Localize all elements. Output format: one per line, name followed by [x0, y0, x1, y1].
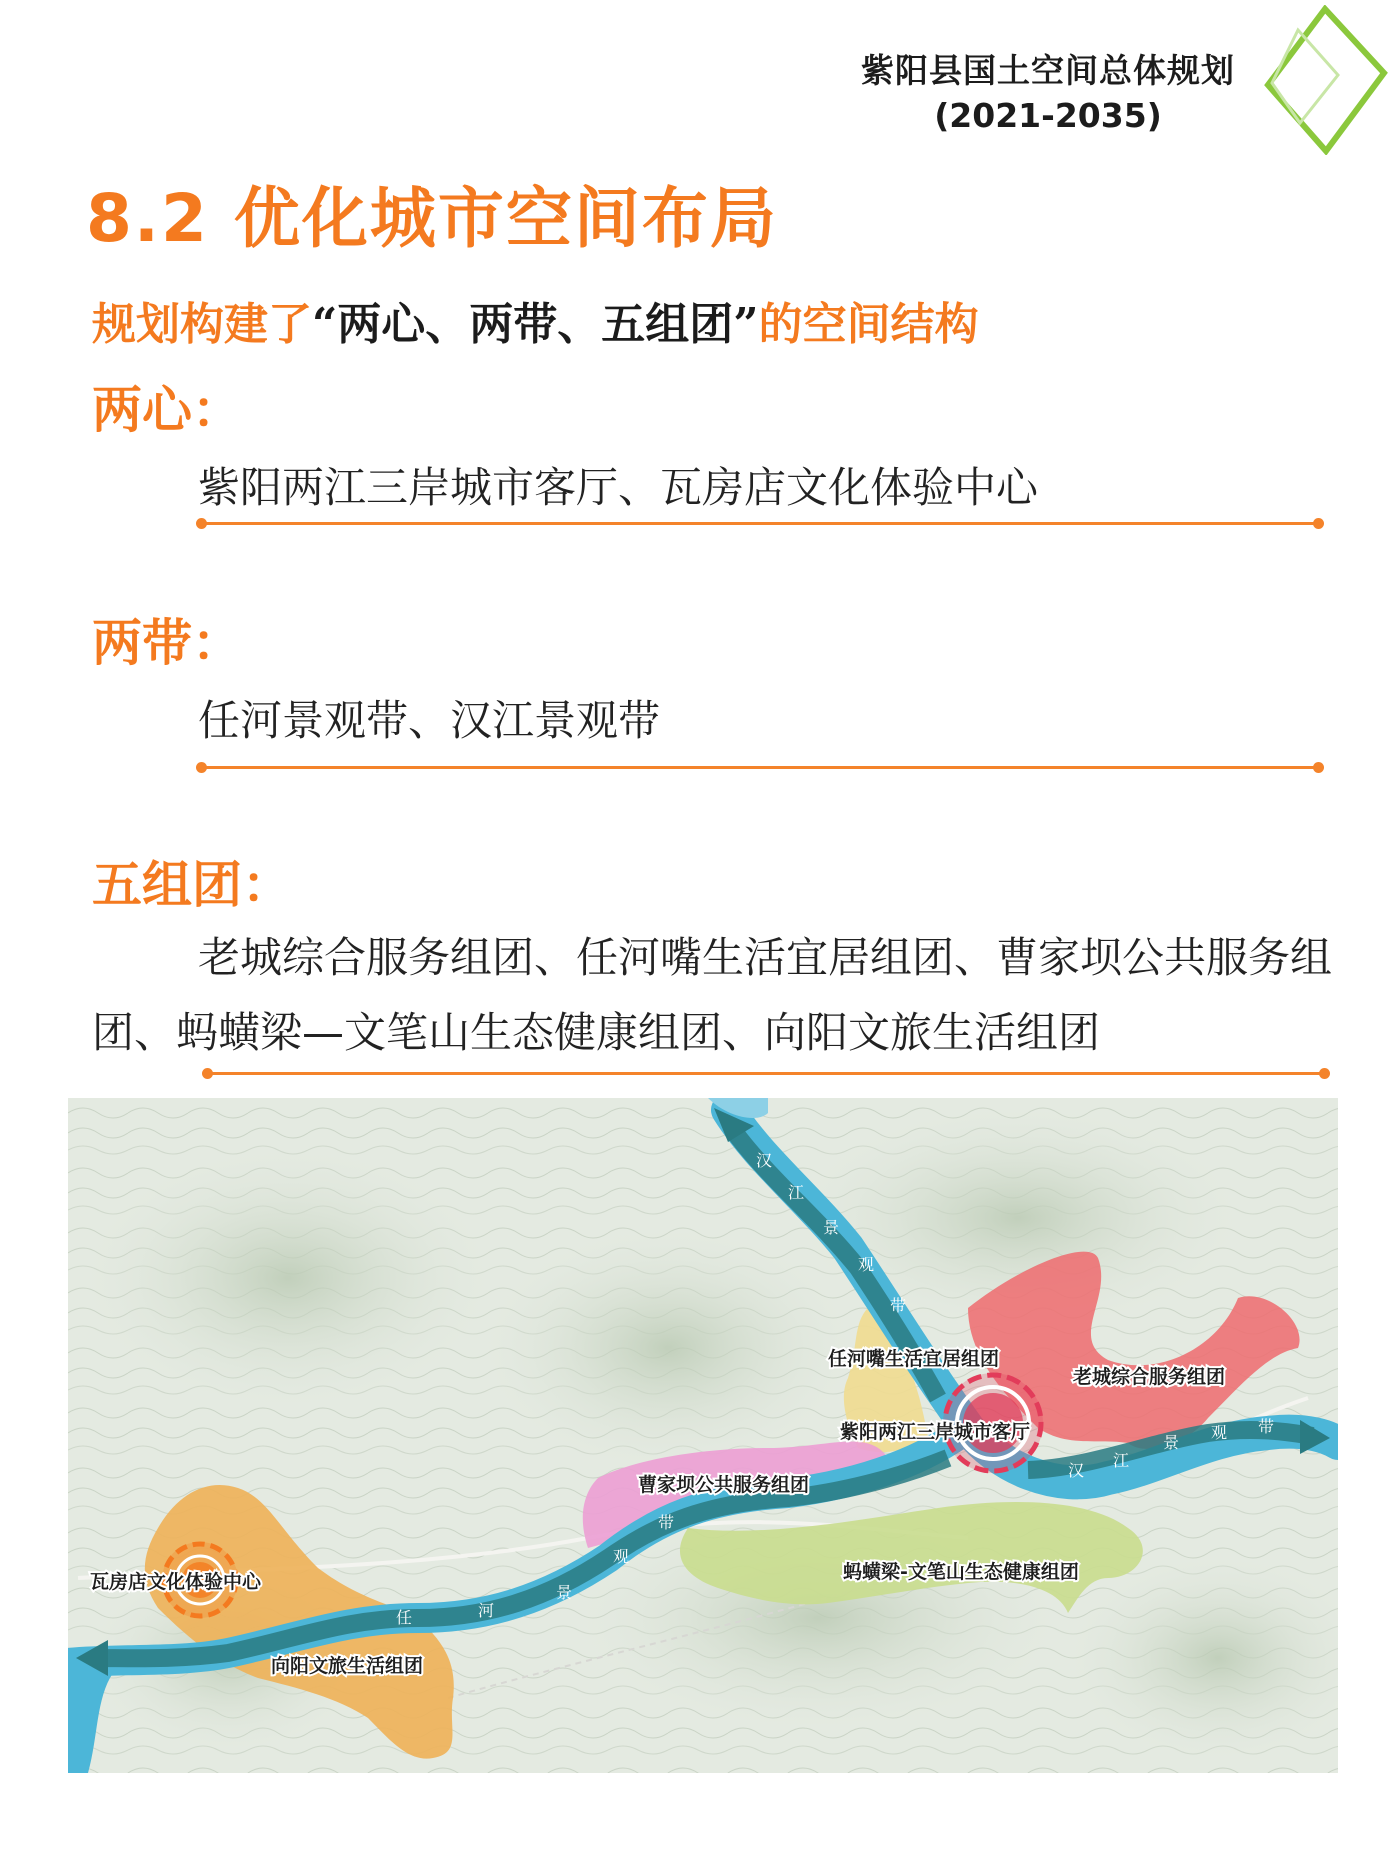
text-five-clusters: 老城综合服务组团、任河嘴生活宜居组团、曹家坝公共服务组团、蚂蟥梁—文笔山生态健康组团、向阳文旅生活组团 [92, 933, 1333, 1057]
label-xiangyang-cluster: 向阳文旅生活组团 [271, 1655, 424, 1677]
heading-two-centers: 两心： [92, 381, 242, 439]
label-city-living-room: 紫阳两江三岸城市客厅 [840, 1421, 1031, 1443]
belt-label-char: 任 [396, 1608, 413, 1627]
heading-two-belts: 两带： [92, 614, 242, 672]
subtitle-prefix: 规划构建了 [92, 299, 312, 350]
divider-line [200, 766, 1320, 769]
divider-line [206, 1072, 1326, 1075]
belt-label-char: 带 [1258, 1417, 1275, 1436]
document-title-line2: (2021-2035) [934, 96, 1162, 135]
belt-label-char: 观 [858, 1255, 875, 1274]
belt-label-char: 带 [658, 1513, 675, 1532]
belt-label-char: 汉 [756, 1151, 773, 1170]
section-title: 8.2 优化城市空间布局 [86, 180, 778, 257]
label-old-town-cluster: 老城综合服务组团 [1073, 1366, 1226, 1388]
divider-line [200, 522, 1320, 525]
subtitle-suffix: 的空间结构 [758, 299, 979, 350]
document-title [861, 45, 1235, 135]
spatial-structure-map [68, 1098, 1338, 1773]
belt-label-char: 河 [478, 1601, 495, 1620]
belt-label-char: 观 [613, 1547, 630, 1566]
belt-label-char: 观 [1211, 1423, 1228, 1442]
belt-label-char: 景 [823, 1218, 840, 1237]
decorative-diamond-icon [1250, 5, 1390, 155]
label-caojiaba-cluster: 曹家坝公共服务组团 [638, 1474, 810, 1496]
belt-label-char: 景 [556, 1583, 573, 1602]
belt-label-char: 汉 [1068, 1461, 1085, 1480]
label-renhezui-cluster: 任河嘴生活宜居组团 [828, 1348, 1000, 1370]
belt-label-char: 带 [890, 1296, 907, 1315]
text-two-centers: 紫阳两江三岸城市客厅、瓦房店文化体验中心 [198, 463, 1039, 512]
subtitle-quote: “两心、两带、五组团” [312, 299, 759, 350]
heading-five-clusters: 五组团： [92, 856, 292, 914]
label-wafangdian-center: 瓦房店文化体验中心 [90, 1571, 262, 1593]
belt-label-char: 景 [1163, 1433, 1180, 1452]
label-mahuangliang-cluster: 蚂蟥梁-文笔山生态健康组团 [843, 1561, 1079, 1583]
text-two-belts: 任河景观带、汉江景观带 [198, 696, 661, 745]
section-subtitle [92, 288, 979, 352]
belt-label-char: 江 [1113, 1451, 1130, 1470]
document-title-line1: 紫阳县国土空间总体规划 [861, 51, 1235, 90]
belt-label-char: 江 [788, 1183, 805, 1202]
